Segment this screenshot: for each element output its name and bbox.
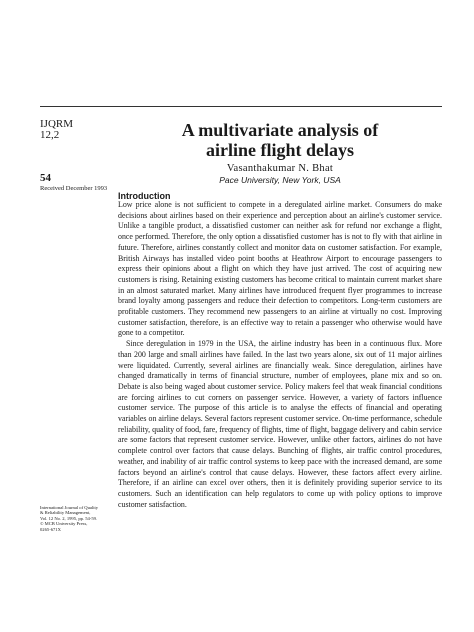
journal-abbreviation [40, 119, 73, 141]
page-number: 54 [40, 172, 51, 184]
received-date: Received December 1993 [40, 185, 108, 192]
citation-line: & Reliability Management, [40, 510, 91, 516]
journal-citation [40, 505, 120, 532]
section-heading: Introduction [118, 191, 171, 201]
title-line: A multivariate analysis of [181, 120, 379, 140]
journal-name: IJQRM [40, 118, 74, 130]
article-body [118, 200, 442, 510]
article-title [118, 120, 442, 160]
author-affiliation: Pace University, New York, USA [219, 175, 341, 185]
citation-line: © MCB University Press, [40, 521, 88, 527]
author-name: Vasanthakumar N. Bhat [226, 163, 334, 174]
body-paragraph: Low price alone is not sufficient to compete in a deregulated airline market. Consumers do make decisions about airlines based on their experience and perception about an airline's customer service. Unlike a tangible product, a dissatisfied customer can neither ask for refund nor exchange a flight, once performed. Therefore, the only option a dissatisfied customer has is not to fly with that airline in future. Therefore, airlines constantly collect and monitor data on customer satisfaction. For example, British Airways has installed video point booths at Heathrow Airport to encourage passengers to express their opinions about a flight on which they have just arrived. The cost of acquiring new customers is rising. Retaining existing customers has become critical to maintain current market share in an almost saturated market. Many airlines have introduced frequent flyer programmes to increase brand loyalty among passengers and reduce their defection to competitors. Long-term customers are profitable customers. They recommend new passengers to an airline at virtually no cost. Improving customer satisfaction, therefore, is an effective way to retain a passenger who otherwise would have gone to a competitor. [118, 200, 442, 338]
citation-line: International Journal of Quality [40, 505, 99, 510]
citation-line: Vol. 12 No. 2, 1995, pp. 54-59. [40, 515, 98, 521]
citation-line: 0265-671X [40, 526, 61, 532]
title-line: airline flight delays [206, 140, 354, 160]
body-paragraph: Since deregulation in 1979 in the USA, the airline industry has been in a continuous flux. More than 200 large and small airlines have failed. In the last two years alone, six out of 11 major airlines were liquidated. Currently, several airlines are financially weak. Since deregulation, airlines have changed dramatically in terms of financial structure, number of employees, plane mix and so on. Debate is also being waged about customer service. Policy makers feel that weak financial conditions are forcing airlines to cut corners on passenger service. However, a variety of factors influence customer service. The purpose of this article is to analyse the effects of financial and operating variables on airline delays. Several factors represent customer service. On-time performance, schedule reliability, quality of food, fare, frequency of flights, time of flight, baggage delivery and cabin service are some factors that represent customer service. However, unlike other factors, airlines do not have complete control over factors that cause delays. Bunching of flights, air traffic control procedures, weather, and inability of air traffic control systems to keep pace with the increased demand, are some factors beyond an airline's control that cause delays. However, these factors affect every airline. Therefore, if an airline can excel over others, then it is definitely providing superior service to its customers. Such an identification can help regulators to come up with policy options to improve customer satisfaction. [118, 339, 442, 509]
top-rule [40, 106, 442, 107]
journal-volume: 12,2 [40, 129, 60, 141]
